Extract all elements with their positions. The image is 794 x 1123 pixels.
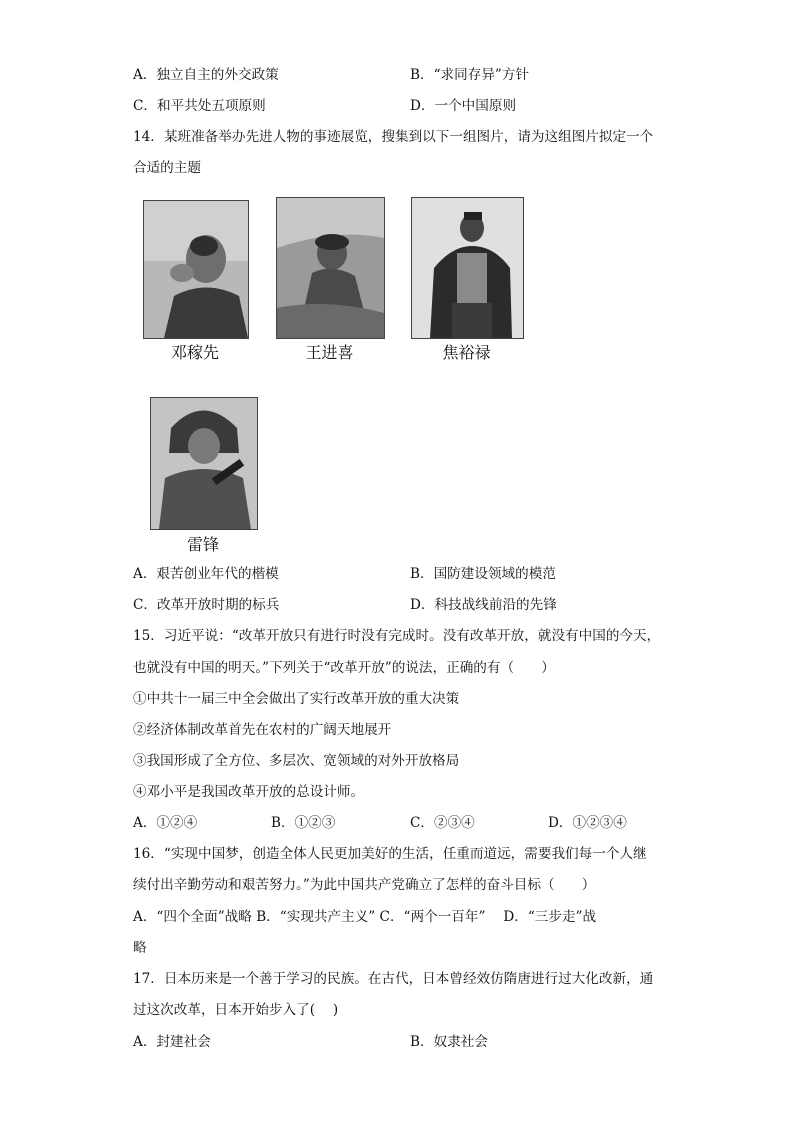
q14-option-c: C．改革开放时期的标兵 xyxy=(133,597,280,613)
q15-option-d: D．①②③④ xyxy=(548,815,627,831)
portrait-photo-2 xyxy=(276,197,385,339)
portrait-photo-3 xyxy=(411,197,524,339)
q17-option-a: A．封建社会 xyxy=(133,1034,211,1050)
q13-option-b: B．“求同存异”方针 xyxy=(410,67,530,83)
q14-stem-line1: 14．某班准备举办先进人物的事迹展览，搜集到以下一组图片，请为这组图片拟定一个 xyxy=(133,129,654,145)
q13-option-a: A．独立自主的外交政策 xyxy=(133,67,279,83)
q14-option-a: A．艰苦创业年代的楷模 xyxy=(133,566,279,582)
photo-caption-4: 雷锋 xyxy=(186,535,219,554)
q15-stem-line2: 也就没有中国的明天。”下列关于“改革开放”的说法，正确的有（ ） xyxy=(133,660,555,676)
q15-option-a: A．①②④ xyxy=(133,815,198,831)
q15-option-b: B．①②③ xyxy=(271,815,336,831)
portrait-photo-4 xyxy=(150,397,258,530)
q15-item-1: ①中共十一届三中全会做出了实行改革开放的重大决策 xyxy=(133,691,460,707)
q16-options: A．“四个全面”战略 B．“实现共产主义” C．“两个一百年” D．“三步走”战 xyxy=(133,909,597,925)
q15-item-2: ②经济体制改革首先在农村的广阔天地展开 xyxy=(133,722,392,738)
q16-options-wrap: 略 xyxy=(133,940,147,956)
photo-caption-3: 焦裕禄 xyxy=(442,343,491,362)
portrait-photo-1 xyxy=(143,200,249,339)
q13-option-d: D．一个中国原则 xyxy=(410,98,517,114)
q17-stem-line2: 过这次改革，日本开始步入了( ) xyxy=(133,1002,339,1018)
photo-caption-1: 邓稼先 xyxy=(170,343,219,362)
q14-option-d: D．科技战线前沿的先锋 xyxy=(410,597,557,613)
q17-stem-line1: 17．日本历来是一个善于学习的民族。在古代，日本曾经效仿隋唐进行过大化改新，通 xyxy=(133,971,654,987)
q15-item-4: ④邓小平是我国改革开放的总设计师。 xyxy=(133,784,365,800)
q14-stem-line2: 合适的主题 xyxy=(133,160,201,176)
q15-option-c: C．②③④ xyxy=(410,815,475,831)
q16-stem-line2: 续付出辛勤劳动和艰苦努力。”为此中国共产党确立了怎样的奋斗目标（ ） xyxy=(133,877,596,893)
q15-stem-line1: 15．习近平说：“改革开放只有进行时没有完成时。没有改革开放，就没有中国的今天， xyxy=(133,628,661,644)
q16-stem-line1: 16．“实现中国梦，创造全体人民更加美好的生活，任重而道远，需要我们每一个人继 xyxy=(133,846,647,862)
photo-caption-2: 王进喜 xyxy=(305,343,354,362)
q14-option-b: B．国防建设领域的模范 xyxy=(410,566,556,582)
q17-option-b: B．奴隶社会 xyxy=(410,1034,488,1050)
q15-item-3: ③我国形成了全方位、多层次、宽领域的对外开放格局 xyxy=(133,753,460,769)
q13-option-c: C．和平共处五项原则 xyxy=(133,98,266,114)
